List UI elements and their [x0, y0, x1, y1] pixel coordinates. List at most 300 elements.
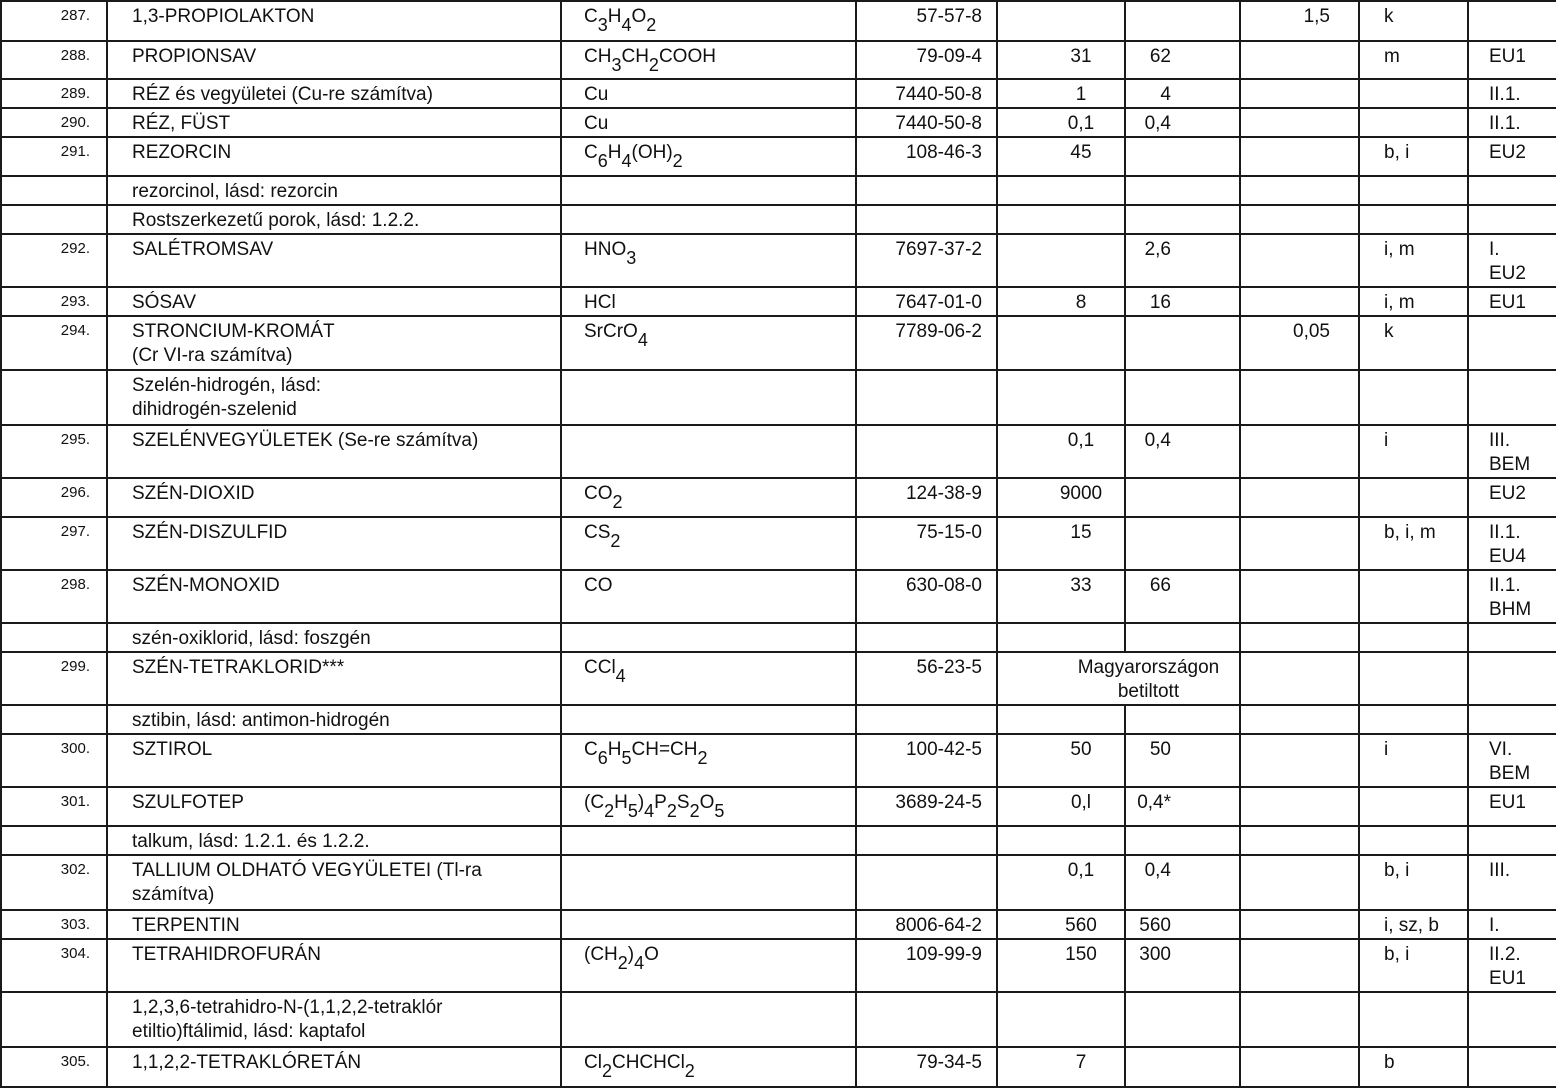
formula-subscript: 2 — [689, 801, 700, 821]
note-code: m — [1359, 41, 1468, 79]
table-row — [1, 992, 1556, 1047]
table-row — [1, 939, 1556, 992]
row-number: 303. — [1, 910, 107, 939]
limit-value-3 — [1240, 910, 1359, 939]
formula-subscript: 5 — [714, 801, 725, 821]
reference-code: VI. BEM — [1468, 734, 1556, 787]
note-code: b — [1359, 1047, 1468, 1087]
formula-part: S — [676, 792, 690, 813]
limit-value-1: 0,1 — [997, 425, 1125, 478]
cas-number: 7789-06-2 — [856, 316, 997, 370]
row-number: 293. — [1, 287, 107, 316]
limit-value-2: 0,4 — [1125, 855, 1240, 910]
limit-value-2 — [1125, 517, 1240, 570]
table-row — [1, 205, 1556, 234]
substance-name: SZÉN-MONOXID — [107, 570, 561, 623]
reference-code — [1468, 370, 1556, 425]
formula-part: Cl — [584, 1052, 602, 1073]
note-code: i, m — [1359, 287, 1468, 316]
cas-number: 7440-50-8 — [856, 79, 997, 108]
note-code: i — [1359, 425, 1468, 478]
limit-value-2 — [1125, 205, 1240, 234]
reference-code: II.1. BHM — [1468, 570, 1556, 623]
limit-value-3 — [1240, 287, 1359, 316]
chemical-formula — [561, 734, 856, 787]
row-number — [1, 705, 107, 734]
reference-code: II.2. EU1 — [1468, 939, 1556, 992]
table-row — [1, 79, 1556, 108]
cas-number: 109-99-9 — [856, 939, 997, 992]
limit-value-1: 560 — [997, 910, 1125, 939]
cas-number: 630-08-0 — [856, 570, 997, 623]
row-number: 299. — [1, 652, 107, 705]
note-code — [1359, 478, 1468, 517]
formula-subscript: 5 — [621, 748, 632, 768]
substance-name: Rostszerkezetű porok, lásd: 1.2.2. — [107, 205, 561, 234]
row-number — [1, 826, 107, 855]
formula-subscript: 4 — [637, 330, 648, 350]
limit-value-2 — [1125, 992, 1240, 1047]
cas-number: 56-23-5 — [856, 652, 997, 705]
limit-value-1: 0,1 — [997, 855, 1125, 910]
substance-name: SZÉN-TETRAKLORID*** — [107, 652, 561, 705]
formula-subscript: 6 — [597, 748, 608, 768]
formula-part: O — [631, 6, 647, 27]
limit-value-2: 16 — [1125, 287, 1240, 316]
table-row — [1, 425, 1556, 478]
substance-name: SZÉN-DISZULFID — [107, 517, 561, 570]
formula-part: SrCrO — [584, 321, 638, 342]
table-row — [1, 826, 1556, 855]
table-row — [1, 370, 1556, 425]
chemical-formula — [561, 79, 856, 108]
reference-code: EU2 — [1468, 478, 1556, 517]
limit-value-1: 7 — [997, 1047, 1125, 1087]
limit-value-3 — [1240, 108, 1359, 137]
chemical-formula — [561, 787, 856, 826]
limit-value-1 — [997, 176, 1125, 205]
row-number: 304. — [1, 939, 107, 992]
table-row — [1, 478, 1556, 517]
table-row — [1, 176, 1556, 205]
formula-subscript: 5 — [627, 801, 638, 821]
formula-part: O — [699, 792, 715, 813]
limit-value-3 — [1240, 623, 1359, 652]
note-code: k — [1359, 1, 1468, 41]
note-code — [1359, 705, 1468, 734]
table-row — [1, 287, 1556, 316]
formula-subscript: 2 — [604, 801, 615, 821]
substance-name: 1,3-PROPIOLAKTON — [107, 1, 561, 41]
cas-number — [856, 705, 997, 734]
row-number: 302. — [1, 855, 107, 910]
limit-value-3: 0,05 — [1240, 316, 1359, 370]
chemical-formula — [561, 517, 856, 570]
formula-part: (C — [584, 792, 605, 813]
substance-name: 1,1,2,2-TETRAKLÓRETÁN — [107, 1047, 561, 1087]
chemical-formula — [561, 108, 856, 137]
note-code: k — [1359, 316, 1468, 370]
note-code — [1359, 623, 1468, 652]
note-code: b, i — [1359, 939, 1468, 992]
chemical-formula — [561, 137, 856, 176]
substance-name: SZTIROL — [107, 734, 561, 787]
limit-value-3 — [1240, 652, 1359, 705]
substance-name: STRONCIUM-KROMÁT (Cr VI-ra számítva) — [107, 316, 561, 370]
row-number: 292. — [1, 234, 107, 287]
reference-code: EU2 — [1468, 137, 1556, 176]
chemical-formula — [561, 205, 856, 234]
formula-part: C — [584, 739, 598, 760]
limit-value-1 — [997, 205, 1125, 234]
row-number: 294. — [1, 316, 107, 370]
note-code: i, sz, b — [1359, 910, 1468, 939]
limit-value-1 — [997, 623, 1125, 652]
cas-number: 3689-24-5 — [856, 787, 997, 826]
row-number: 296. — [1, 478, 107, 517]
formula-part: P — [654, 792, 667, 813]
formula-subscript: 3 — [626, 248, 637, 268]
chemical-formula — [561, 855, 856, 910]
merged-value-cell: Magyarországon betiltott — [997, 652, 1240, 705]
limit-value-1: 150 — [997, 939, 1125, 992]
reference-code: II.1. — [1468, 108, 1556, 137]
limit-value-2 — [1125, 826, 1240, 855]
substance-name: SZELÉNVEGYÜLETEK (Se-re számítva) — [107, 425, 561, 478]
substance-name: talkum, lásd: 1.2.1. és 1.2.2. — [107, 826, 561, 855]
note-code: b, i — [1359, 855, 1468, 910]
limit-value-1 — [997, 826, 1125, 855]
note-code — [1359, 79, 1468, 108]
chemical-formula — [561, 1047, 856, 1087]
row-number: 300. — [1, 734, 107, 787]
cas-number: 79-34-5 — [856, 1047, 997, 1087]
formula-subscript: 4 — [634, 953, 645, 973]
cas-number: 79-09-4 — [856, 41, 997, 79]
chemical-formula — [561, 826, 856, 855]
row-number: 297. — [1, 517, 107, 570]
limit-value-3 — [1240, 205, 1359, 234]
substance-name: SZULFOTEP — [107, 787, 561, 826]
formula-part: CO — [584, 575, 613, 596]
substance-name: SALÉTROMSAV — [107, 234, 561, 287]
chemical-formula — [561, 234, 856, 287]
substance-name: RÉZ, FÜST — [107, 108, 561, 137]
formula-part: CHCHCl — [611, 1052, 685, 1073]
cas-number — [856, 992, 997, 1047]
limit-value-2 — [1125, 137, 1240, 176]
substance-name: SZÉN-DIOXID — [107, 478, 561, 517]
reference-code — [1468, 652, 1556, 705]
formula-part: HNO — [584, 239, 627, 260]
formula-part: HCl — [584, 292, 616, 313]
chemical-formula — [561, 425, 856, 478]
row-number — [1, 205, 107, 234]
cas-number: 7647-01-0 — [856, 287, 997, 316]
chemical-formula — [561, 939, 856, 992]
note-code — [1359, 570, 1468, 623]
formula-part: (OH) — [631, 142, 673, 163]
table-row — [1, 734, 1556, 787]
chemical-formula — [561, 370, 856, 425]
note-code: i, m — [1359, 234, 1468, 287]
limit-value-1: 0,l — [997, 787, 1125, 826]
cas-number — [856, 370, 997, 425]
note-code — [1359, 370, 1468, 425]
note-code — [1359, 108, 1468, 137]
reference-code — [1468, 705, 1556, 734]
limit-value-1 — [997, 370, 1125, 425]
table-row — [1, 517, 1556, 570]
cas-number — [856, 176, 997, 205]
limit-value-3 — [1240, 1047, 1359, 1087]
formula-part: CCl — [584, 657, 616, 678]
limit-value-3 — [1240, 570, 1359, 623]
note-code: i — [1359, 734, 1468, 787]
formula-subscript: 3 — [597, 15, 608, 35]
formula-part: ) — [637, 792, 645, 813]
reference-code: III. BEM — [1468, 425, 1556, 478]
formula-part: CH=CH — [631, 739, 698, 760]
cas-number: 100-42-5 — [856, 734, 997, 787]
formula-subscript: 4 — [621, 151, 632, 171]
formula-subscript: 2 — [648, 55, 659, 75]
reference-code — [1468, 176, 1556, 205]
limit-value-3 — [1240, 787, 1359, 826]
limit-value-3 — [1240, 992, 1359, 1047]
row-number — [1, 176, 107, 205]
reference-code: III. — [1468, 855, 1556, 910]
table-row — [1, 316, 1556, 370]
chemical-formula — [561, 910, 856, 939]
chemical-formula — [561, 623, 856, 652]
note-code — [1359, 652, 1468, 705]
formula-subscript: 2 — [666, 801, 677, 821]
cas-number: 124-38-9 — [856, 478, 997, 517]
reference-code — [1468, 1047, 1556, 1087]
formula-subscript: 2 — [646, 15, 657, 35]
limit-value-3 — [1240, 939, 1359, 992]
chemical-formula — [561, 570, 856, 623]
note-code — [1359, 787, 1468, 826]
chemical-formula — [561, 478, 856, 517]
note-code: b, i, m — [1359, 517, 1468, 570]
reference-code: EU1 — [1468, 41, 1556, 79]
table-row — [1, 108, 1556, 137]
limit-value-2 — [1125, 370, 1240, 425]
formula-part: CO — [584, 483, 613, 504]
row-number: 305. — [1, 1047, 107, 1087]
formula-subscript: 2 — [684, 1061, 695, 1081]
row-number: 298. — [1, 570, 107, 623]
limit-value-1 — [997, 705, 1125, 734]
formula-part: CS — [584, 522, 611, 543]
reference-code: EU1 — [1468, 787, 1556, 826]
limit-value-3 — [1240, 478, 1359, 517]
limit-value-2: 560 — [1125, 910, 1240, 939]
substance-name: SÓSAV — [107, 287, 561, 316]
limit-value-1: 15 — [997, 517, 1125, 570]
reference-code — [1468, 826, 1556, 855]
chemical-formula — [561, 316, 856, 370]
formula-part: Cu — [584, 113, 609, 134]
formula-part: ) — [627, 944, 635, 965]
table-row — [1, 41, 1556, 79]
limit-value-1 — [997, 234, 1125, 287]
formula-subscript: 2 — [610, 531, 621, 551]
limit-value-3 — [1240, 517, 1359, 570]
limit-value-3 — [1240, 41, 1359, 79]
limit-value-2: 50 — [1125, 734, 1240, 787]
limit-value-2: 62 — [1125, 41, 1240, 79]
limit-value-2 — [1125, 1, 1240, 41]
limit-value-1: 31 — [997, 41, 1125, 79]
limit-value-2 — [1125, 176, 1240, 205]
limit-value-2: 66 — [1125, 570, 1240, 623]
reference-code — [1468, 1, 1556, 41]
cas-number — [856, 855, 997, 910]
table-row — [1, 623, 1556, 652]
limit-value-1 — [997, 316, 1125, 370]
limit-value-3 — [1240, 176, 1359, 205]
row-number: 288. — [1, 41, 107, 79]
substance-name: rezorcinol, lásd: rezorcin — [107, 176, 561, 205]
formula-part: CH — [621, 46, 649, 67]
note-code — [1359, 992, 1468, 1047]
limit-value-2: 2,6 — [1125, 234, 1240, 287]
cas-number: 7697-37-2 — [856, 234, 997, 287]
limit-value-2 — [1125, 705, 1240, 734]
substance-name: szén-oxiklorid, lásd: foszgén — [107, 623, 561, 652]
limit-value-3 — [1240, 370, 1359, 425]
limit-value-1: 9000 — [997, 478, 1125, 517]
limit-value-1: 50 — [997, 734, 1125, 787]
formula-part: H — [614, 792, 628, 813]
row-number — [1, 623, 107, 652]
table-row — [1, 787, 1556, 826]
formula-part: CH — [584, 46, 612, 67]
row-number — [1, 370, 107, 425]
formula-subscript: 2 — [601, 1061, 612, 1081]
formula-subscript: 4 — [621, 15, 632, 35]
formula-part: H — [607, 142, 622, 163]
cas-number: 7440-50-8 — [856, 108, 997, 137]
table-row — [1, 137, 1556, 176]
formula-subscript: 4 — [615, 666, 626, 686]
chemical-formula — [561, 1, 856, 41]
table-row — [1, 855, 1556, 910]
reference-code: II.1. — [1468, 79, 1556, 108]
formula-part: COOH — [658, 46, 716, 67]
limit-value-1: 33 — [997, 570, 1125, 623]
limit-value-3 — [1240, 425, 1359, 478]
formula-subscript: 2 — [672, 151, 683, 171]
limit-value-2 — [1125, 478, 1240, 517]
row-number: 295. — [1, 425, 107, 478]
substance-name: RÉZ és vegyületei (Cu-re számítva) — [107, 79, 561, 108]
limit-value-2 — [1125, 1047, 1240, 1087]
row-number: 290. — [1, 108, 107, 137]
substance-name: PROPIONSAV — [107, 41, 561, 79]
table-row — [1, 1047, 1556, 1087]
cas-number — [856, 425, 997, 478]
chemical-formula — [561, 176, 856, 205]
cas-number: 8006-64-2 — [856, 910, 997, 939]
substance-name: TALLIUM OLDHATÓ VEGYÜLETEI (Tl-ra számítva) — [107, 855, 561, 910]
note-code: b, i — [1359, 137, 1468, 176]
formula-part: H — [607, 6, 622, 27]
substance-name: sztibin, lásd: antimon-hidrogén — [107, 705, 561, 734]
limit-value-3 — [1240, 79, 1359, 108]
limit-value-3 — [1240, 855, 1359, 910]
reference-code — [1468, 623, 1556, 652]
row-number: 291. — [1, 137, 107, 176]
note-code — [1359, 826, 1468, 855]
formula-subscript: 4 — [644, 801, 655, 821]
row-number — [1, 992, 107, 1047]
limit-value-3 — [1240, 234, 1359, 287]
chemical-formula — [561, 992, 856, 1047]
table-row — [1, 652, 1556, 705]
reference-code: I. — [1468, 910, 1556, 939]
limit-value-1: 45 — [997, 137, 1125, 176]
cas-number — [856, 826, 997, 855]
limit-value-1: 8 — [997, 287, 1125, 316]
reference-code: EU1 — [1468, 287, 1556, 316]
substance-name: Szelén-hidrogén, lásd: dihidrogén-szelenid — [107, 370, 561, 425]
chemical-formula — [561, 705, 856, 734]
cas-number — [856, 205, 997, 234]
note-code — [1359, 205, 1468, 234]
chemical-formula — [561, 652, 856, 705]
table-row — [1, 1, 1556, 41]
table-row — [1, 705, 1556, 734]
cas-number: 57-57-8 — [856, 1, 997, 41]
limit-value-1: 0,1 — [997, 108, 1125, 137]
row-number: 289. — [1, 79, 107, 108]
limit-value-3 — [1240, 734, 1359, 787]
substance-name: 1,2,3,6-tetrahidro-N-(1,1,2,2-tetraklór etiltio)ftálimid, lásd: kaptafol — [107, 992, 561, 1047]
formula-subscript: 6 — [597, 151, 608, 171]
formula-part: H — [607, 739, 622, 760]
formula-part: C — [584, 6, 598, 27]
formula-subscript: 2 — [612, 492, 623, 512]
reference-code — [1468, 992, 1556, 1047]
chemical-formula — [561, 41, 856, 79]
formula-subscript: 3 — [611, 55, 622, 75]
reference-code: I. EU2 — [1468, 234, 1556, 287]
substance-name: TERPENTIN — [107, 910, 561, 939]
substance-name: REZORCIN — [107, 137, 561, 176]
limit-value-1: 1 — [997, 79, 1125, 108]
limit-value-3 — [1240, 137, 1359, 176]
reference-code: II.1. EU4 — [1468, 517, 1556, 570]
limit-value-3 — [1240, 826, 1359, 855]
limit-value-2 — [1125, 623, 1240, 652]
reference-code — [1468, 205, 1556, 234]
formula-part: C — [584, 142, 598, 163]
row-number: 301. — [1, 787, 107, 826]
table-row — [1, 570, 1556, 623]
limit-value-2: 300 — [1125, 939, 1240, 992]
substance-name: TETRAHIDROFURÁN — [107, 939, 561, 992]
limit-value-2: 0,4* — [1125, 787, 1240, 826]
limit-value-2: 0,4 — [1125, 108, 1240, 137]
formula-subscript: 2 — [697, 748, 708, 768]
formula-subscript: 2 — [617, 953, 628, 973]
cas-number: 75-15-0 — [856, 517, 997, 570]
limit-value-1 — [997, 1, 1125, 41]
